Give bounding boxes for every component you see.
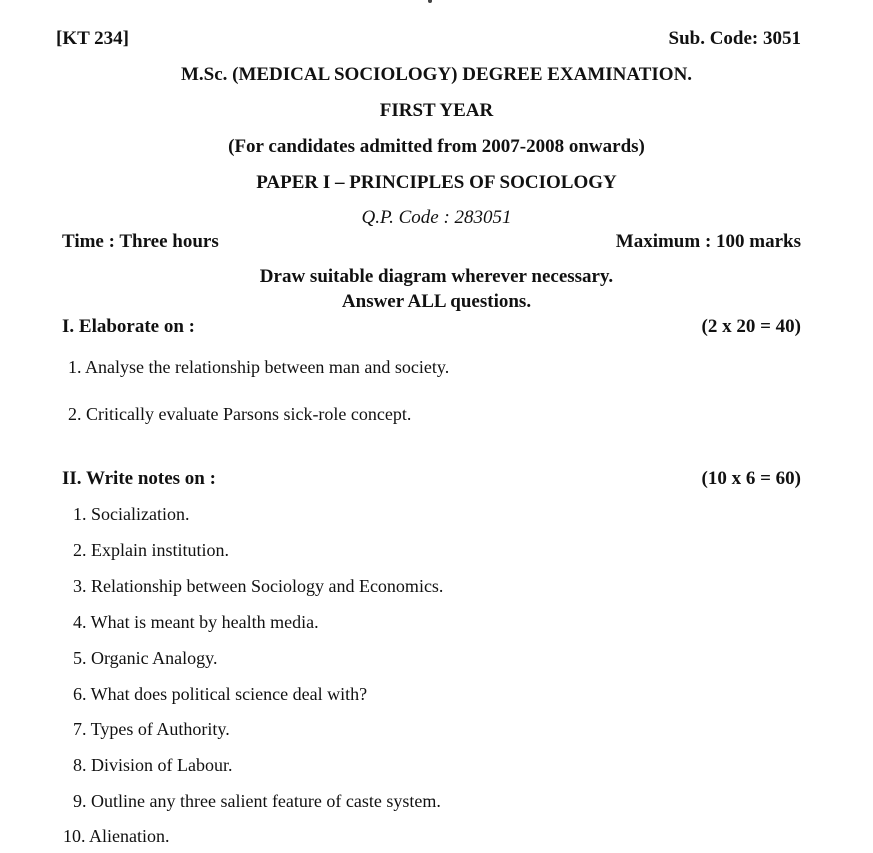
section-2-question: 7. Types of Authority. <box>73 719 230 739</box>
section-2-marks: (10 x 6 = 60) <box>701 468 801 489</box>
section-2-question: 5. Organic Analogy. <box>73 648 218 668</box>
section-2-question: 9. Outline any three salient feature of caste system. <box>73 791 441 811</box>
section-2-question: 3. Relationship between Sociology and Economics. <box>73 576 444 596</box>
section-1-question: 2. Critically evaluate Parsons sick-role concept. <box>68 404 412 424</box>
sub-code: Sub. Code: 3051 <box>668 28 801 49</box>
qp-code: Q.P. Code : 283051 <box>361 207 512 228</box>
section-1-heading: I. Elaborate on : <box>62 316 195 337</box>
section-2-question: 8. Division of Labour. <box>73 755 233 775</box>
instruction-diagram: Draw suitable diagram wherever necessary. <box>259 266 614 287</box>
paper-title: PAPER I – PRINCIPLES OF SOCIOLOGY <box>256 172 617 193</box>
candidates-note: (For candidates admitted from 2007-2008 onwards) <box>228 136 645 157</box>
top-mark <box>428 0 432 3</box>
section-2-heading: II. Write notes on : <box>62 468 216 489</box>
section-2-question: 1. Socialization. <box>73 504 190 524</box>
paper-id: [KT 234] <box>56 28 130 49</box>
maximum-marks: Maximum : 100 marks <box>615 231 801 252</box>
year-title: FIRST YEAR <box>379 100 494 121</box>
section-2-question: 2. Explain institution. <box>73 540 229 560</box>
section-2-question: 6. What does political science deal with? <box>73 684 368 704</box>
section-1-question: 1. Analyse the relationship between man and society. <box>68 357 450 377</box>
time-allowed: Time : Three hours <box>62 231 219 252</box>
degree-title: M.Sc. (MEDICAL SOCIOLOGY) DEGREE EXAMINATION. <box>180 64 693 85</box>
section-2-question: 4. What is meant by health media. <box>73 612 319 632</box>
section-1-marks: (2 x 20 = 40) <box>701 316 801 337</box>
section-2-question: 10. Alienation. <box>63 826 170 846</box>
instruction-answer-all: Answer ALL questions. <box>341 291 532 312</box>
